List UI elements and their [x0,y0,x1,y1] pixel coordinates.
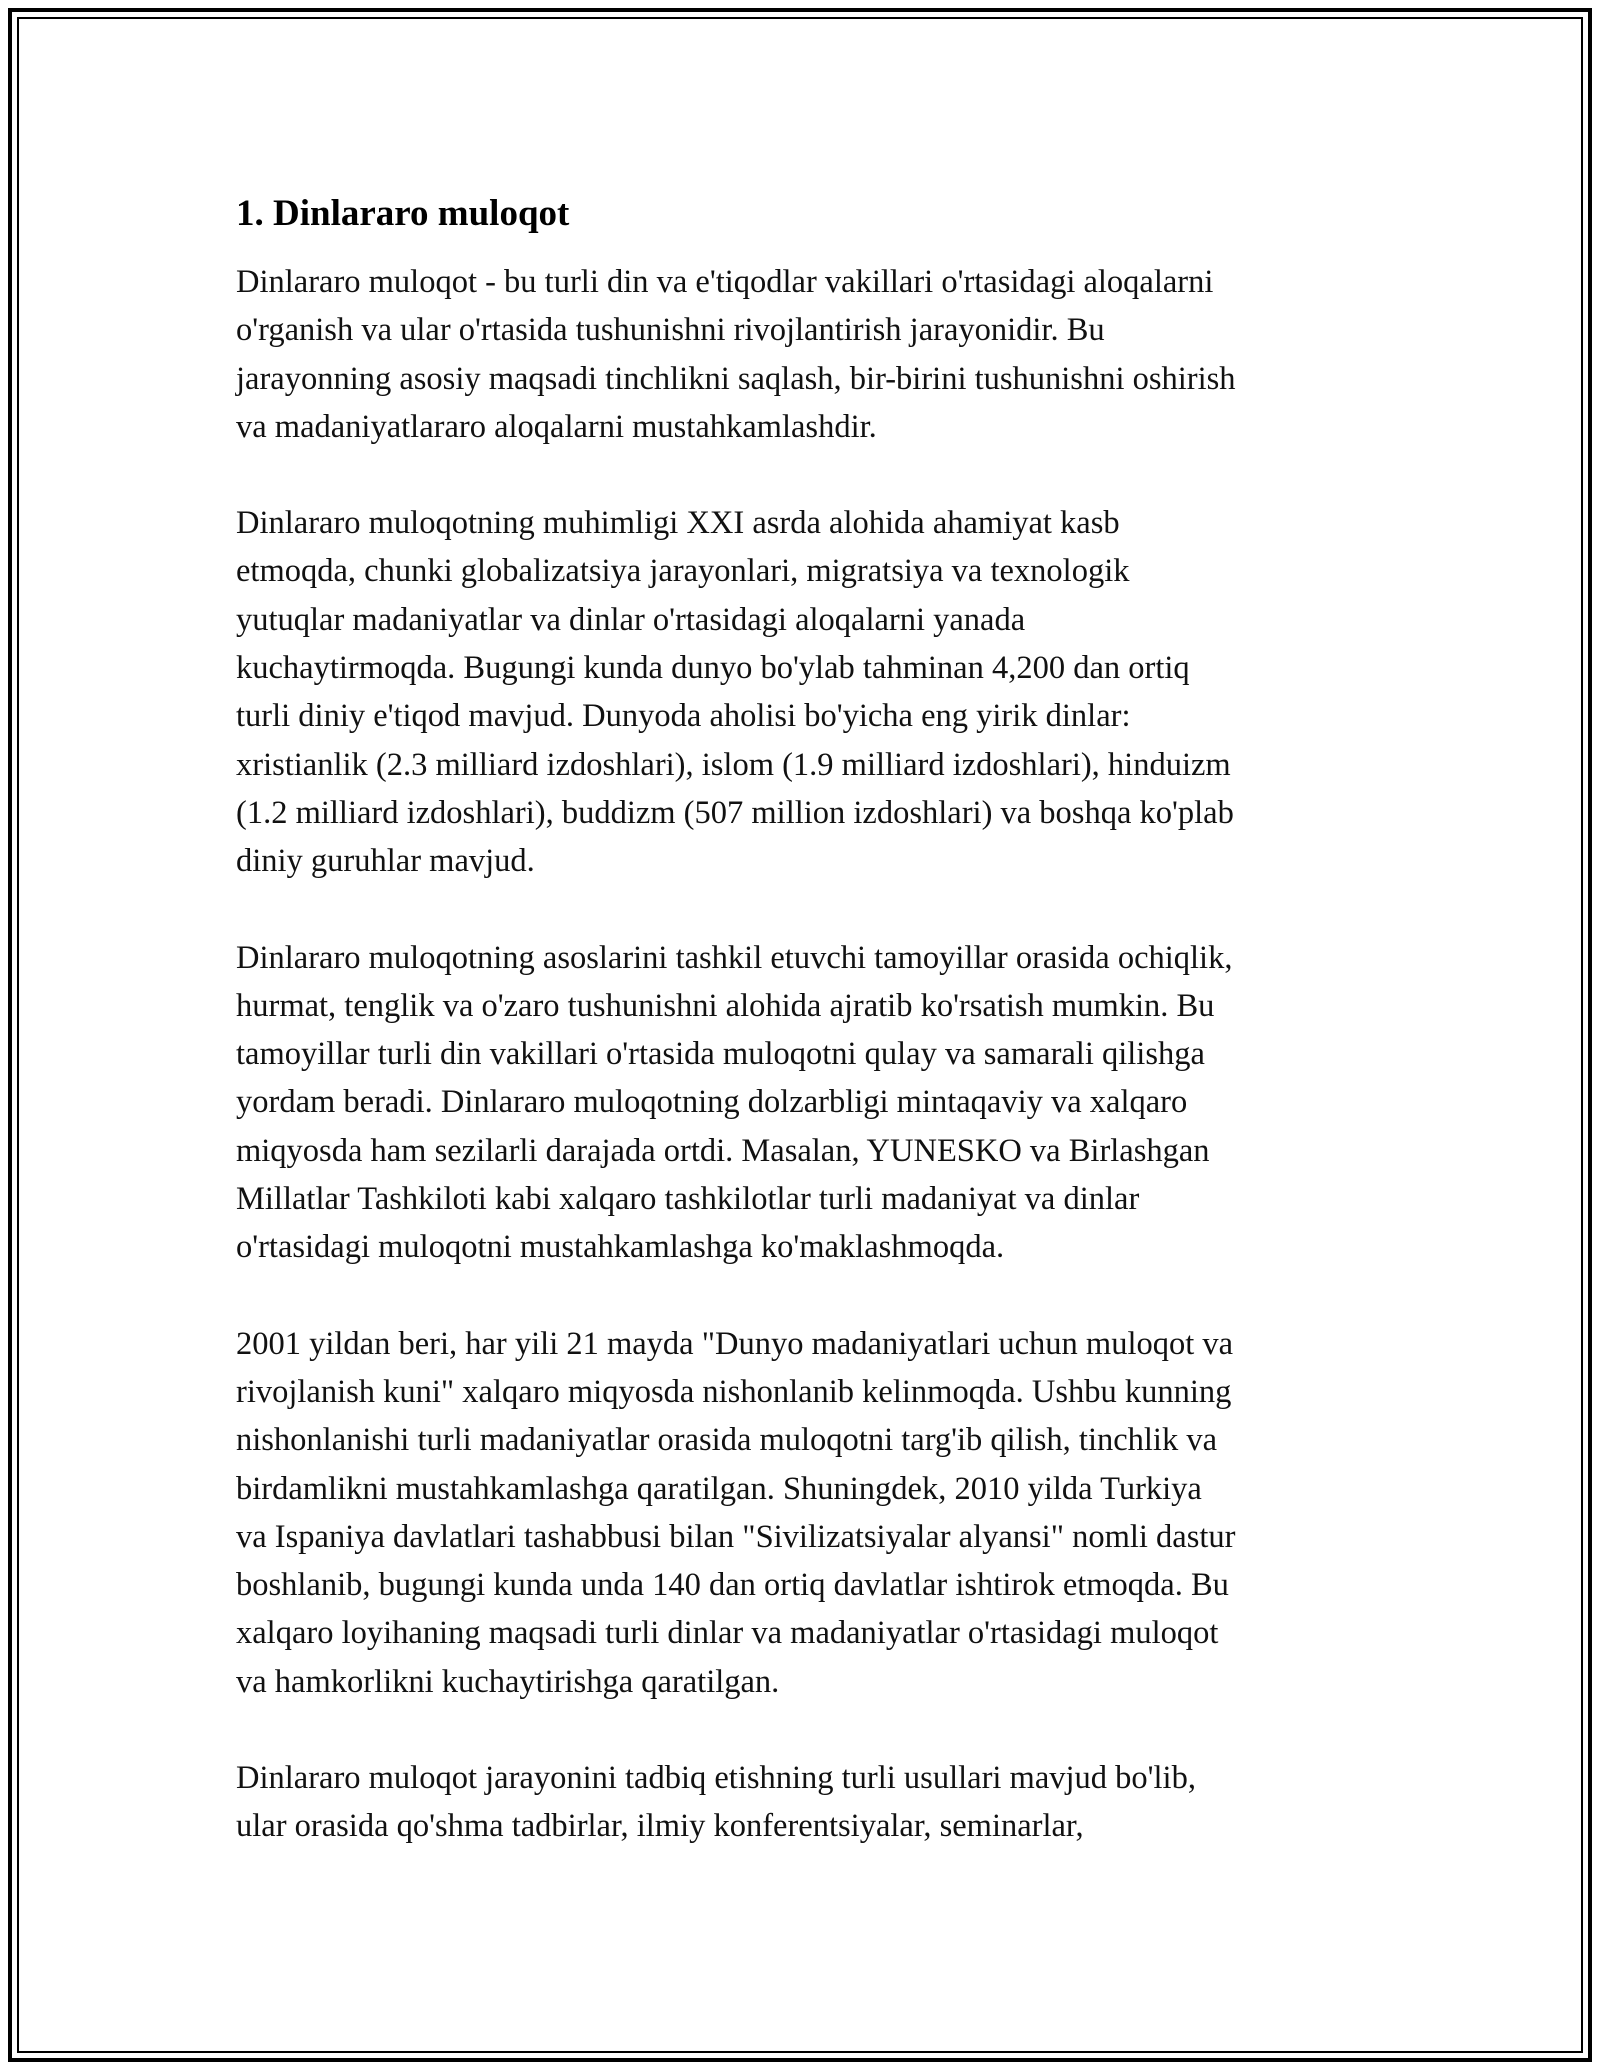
text-line: nishonlanishi turli madaniyatlar orasida muloqotni targ'ib qilish, tinchlik va [236,1422,1218,1459]
text-line: jarayonning asosiy maqsadi tinchlikni saqlash, bir-birini tushunishni oshirish [236,360,1236,397]
text-line: va madaniyatlararo aloqalarni mustahkamlashdir. [236,408,877,445]
section-heading: 1. Dinlararo muloqot [236,193,570,234]
paragraph-2 [236,499,1376,885]
text-line: yutuqlar madaniyatlar va dinlar o'rtasidagi aloqalarni yanada [236,601,1026,638]
paragraph-4 [236,1320,1376,1706]
text-line: Dinlararo muloqotning asoslarini tashkil etuvchi tamoyillar orasida ochiqlik, [236,939,1233,976]
document-body [236,188,1376,1899]
text-line: o'rganish va ular o'rtasida tushunishni rivojlantirish jarayonidir. Bu [236,312,1105,349]
text-line: yordam beradi. Dinlararo muloqotning dolzarbligi mintaqaviy va xalqaro [236,1084,1188,1121]
text-line: xalqaro loyihaning maqsadi turli dinlar va madaniyatlar o'rtasidagi muloqot [236,1615,1219,1652]
text-line: miqyosda ham sezilarli darajada ortdi. Masalan, YUNESKO va Birlashgan [236,1132,1210,1169]
text-line: xristianlik (2.3 milliard izdoshlari), islom (1.9 milliard izdoshlari), hinduizm [236,746,1231,783]
text-line: rivojlanish kuni" xalqaro miqyosda nishonlanib kelinmoqda. Ushbu kunning [236,1373,1232,1410]
paragraph-1 [236,258,1376,451]
text-line: va Ispaniya davlatlari tashabbusi bilan "Sivilizatsiyalar alyansi" nomli dastur [236,1518,1236,1555]
text-line: tamoyillar turli din vakillari o'rtasida muloqotni qulay va samarali qilishga [236,1036,1205,1073]
text-line: va hamkorlikni kuchaytirishga qaratilgan. [236,1663,780,1700]
text-line: o'rtasidagi muloqotni mustahkamlashga ko'maklashmoqda. [236,1229,1005,1266]
paragraph-5 [236,1754,1376,1851]
text-line: Dinlararo muloqot jarayonini tadbiq etishning turli usullari mavjud bo'lib, [236,1760,1196,1797]
text-line: Dinlararo muloqotning muhimligi XXI asrda alohida ahamiyat kasb [236,505,1120,542]
text-line: diniy guruhlar mavjud. [236,843,535,880]
text-line: ular orasida qo'shma tadbirlar, ilmiy konferentsiyalar, seminarlar, [236,1808,1084,1845]
text-line: (1.2 milliard izdoshlari), buddizm (507 million izdoshlari) va boshqa ko'plab [236,794,1234,831]
text-line: boshlanib, bugungi kunda unda 140 dan ortiq davlatlar ishtirok etmoqda. Bu [236,1567,1229,1604]
text-line: hurmat, tenglik va o'zaro tushunishni alohida ajratib ko'rsatish mumkin. Bu [236,987,1215,1024]
text-line: etmoqda, chunki globalizatsiya jarayonlari, migratsiya va texnologik [236,553,1130,590]
text-line: Dinlararo muloqot - bu turli din va e'tiqodlar vakillari o'rtasidagi aloqalarni [236,264,1214,300]
text-line: Millatlar Tashkiloti kabi xalqaro tashkilotlar turli madaniyat va dinlar [236,1181,1140,1218]
text-line: 2001 yildan beri, har yili 21 mayda "Dunyo madaniyatlari uchun muloqot va [236,1325,1234,1362]
text-line: turli diniy e'tiqod mavjud. Dunyoda aholisi bo'yicha eng yirik dinlar: [236,698,1131,735]
paragraph-3 [236,934,1376,1272]
text-line: kuchaytirmoqda. Bugungi kunda dunyo bo'ylab tahminan 4,200 dan ortiq [236,650,1190,687]
text-line: birdamlikni mustahkamlashga qaratilgan. Shuningdek, 2010 yilda Turkiya [236,1470,1202,1507]
